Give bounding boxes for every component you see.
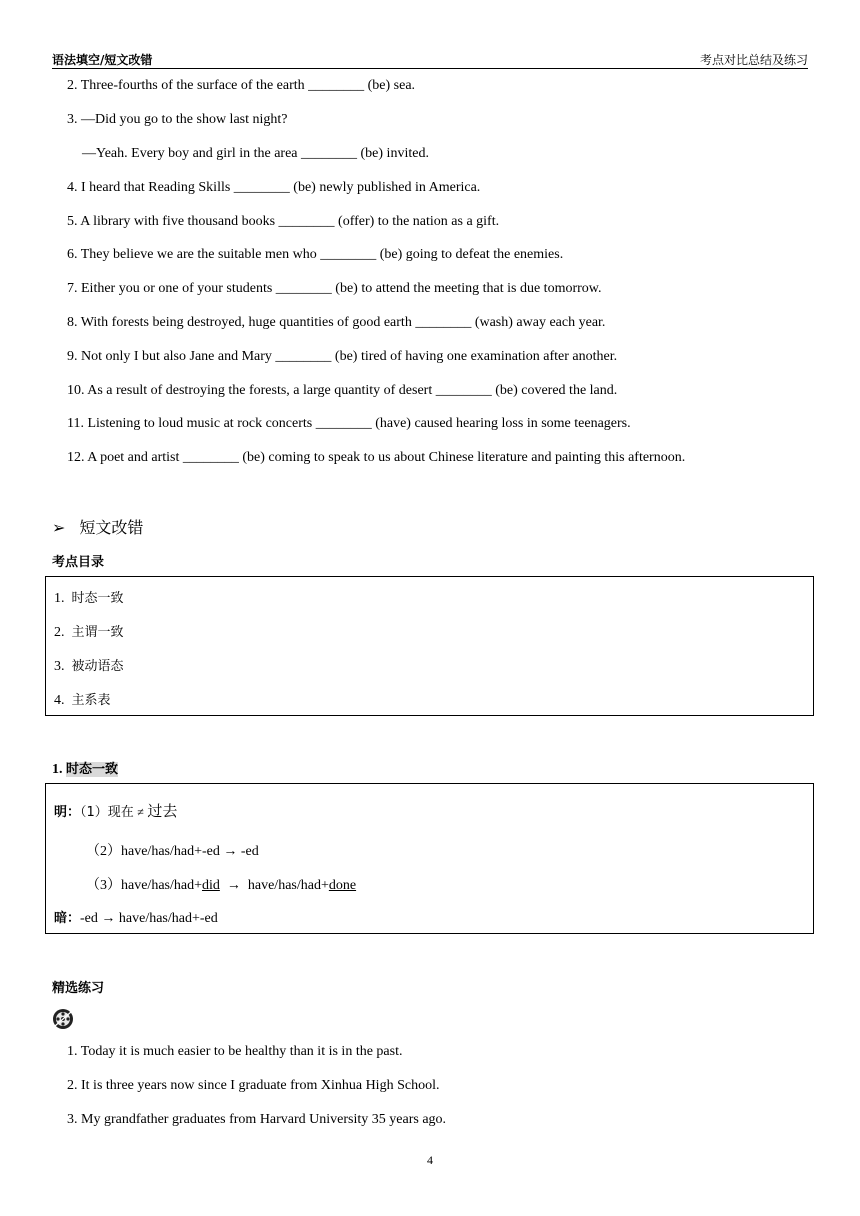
page-header: [52, 50, 808, 69]
practice-heading: 精选练习: [52, 981, 105, 996]
practice-item: 2. It is three years now since I graduate from Xinhua High School.: [67, 1078, 440, 1093]
toc-item: 2. 主谓一致: [54, 625, 124, 640]
toc-box: [45, 576, 814, 716]
section-title: [52, 515, 143, 538]
topic-title-highlight: 时态一致: [66, 762, 119, 777]
rule-implicit: 暗：-ed → have/has/had+-ed: [54, 911, 218, 926]
topic-heading: 1. 时态一致: [52, 762, 119, 777]
page-number: 4: [427, 1153, 433, 1167]
exercise-item: 7. Either you or one of your students ________ (be) to attend the meeting that is due tomorrow.: [67, 281, 602, 296]
exercise-item: 2. Three-fourths of the surface of the earth ________ (be) sea.: [67, 78, 416, 93]
toc-item: 1. 时态一致: [54, 591, 124, 606]
exercise-item: 4. I heard that Reading Skills ________ (be) newly published in America.: [67, 180, 481, 195]
exercise-item: 11. Listening to loud music at rock concerts ________ (have) caused hearing loss in some teenagers.: [67, 416, 631, 431]
toc-heading: 考点目录: [52, 555, 105, 570]
exercise-item: 12. A poet and artist ________ (be) coming to speak to us about Chinese literature and painting this afternoon.: [67, 450, 686, 465]
practice-item: 1. Today it is much easier to be healthy than it is in the past.: [67, 1044, 403, 1059]
rule-box: [45, 783, 814, 934]
exercise-item-continuation: —Yeah. Every boy and girl in the area ________ (be) invited.: [82, 146, 429, 161]
exercise-item: 9. Not only I but also Jane and Mary ________ (be) tired of having one examination after another.: [67, 349, 618, 364]
practice-item: 3. My grandfather graduates from Harvard University 35 years ago.: [67, 1112, 447, 1127]
header-right-title: 考点对比总结及练习: [699, 53, 808, 67]
header-left-title: 语法填空/短文改错: [52, 53, 153, 67]
toc-item: 4. 主系表: [54, 693, 111, 708]
film-reel-icon: [52, 1008, 74, 1030]
rule-explicit-3: （3）have/has/had+did → have/has/had+done: [86, 878, 357, 893]
exercise-item: 5. A library with five thousand books ________ (offer) to the nation as a gift.: [67, 214, 500, 229]
exercise-item: 3. —Did you go to the show last night?: [67, 112, 288, 127]
exercise-item: 10. As a result of destroying the forests, a large quantity of desert ________ (be) covered the land.: [67, 383, 618, 398]
section-title-text: 短文改错: [79, 518, 144, 537]
rule-explicit-2: （2）have/has/had+-ed → -ed: [86, 844, 259, 859]
toc-item: 3. 被动语态: [54, 659, 124, 674]
exercise-item: 8. With forests being destroyed, huge quantities of good earth ________ (wash) away each year.: [67, 315, 606, 330]
arrow-bullet-icon: ➢: [52, 518, 66, 537]
rule-explicit-1: 明：（1）现在 ≠ 过去: [54, 802, 178, 820]
exercise-item: 6. They believe we are the suitable men who ________ (be) going to defeat the enemies.: [67, 247, 564, 262]
